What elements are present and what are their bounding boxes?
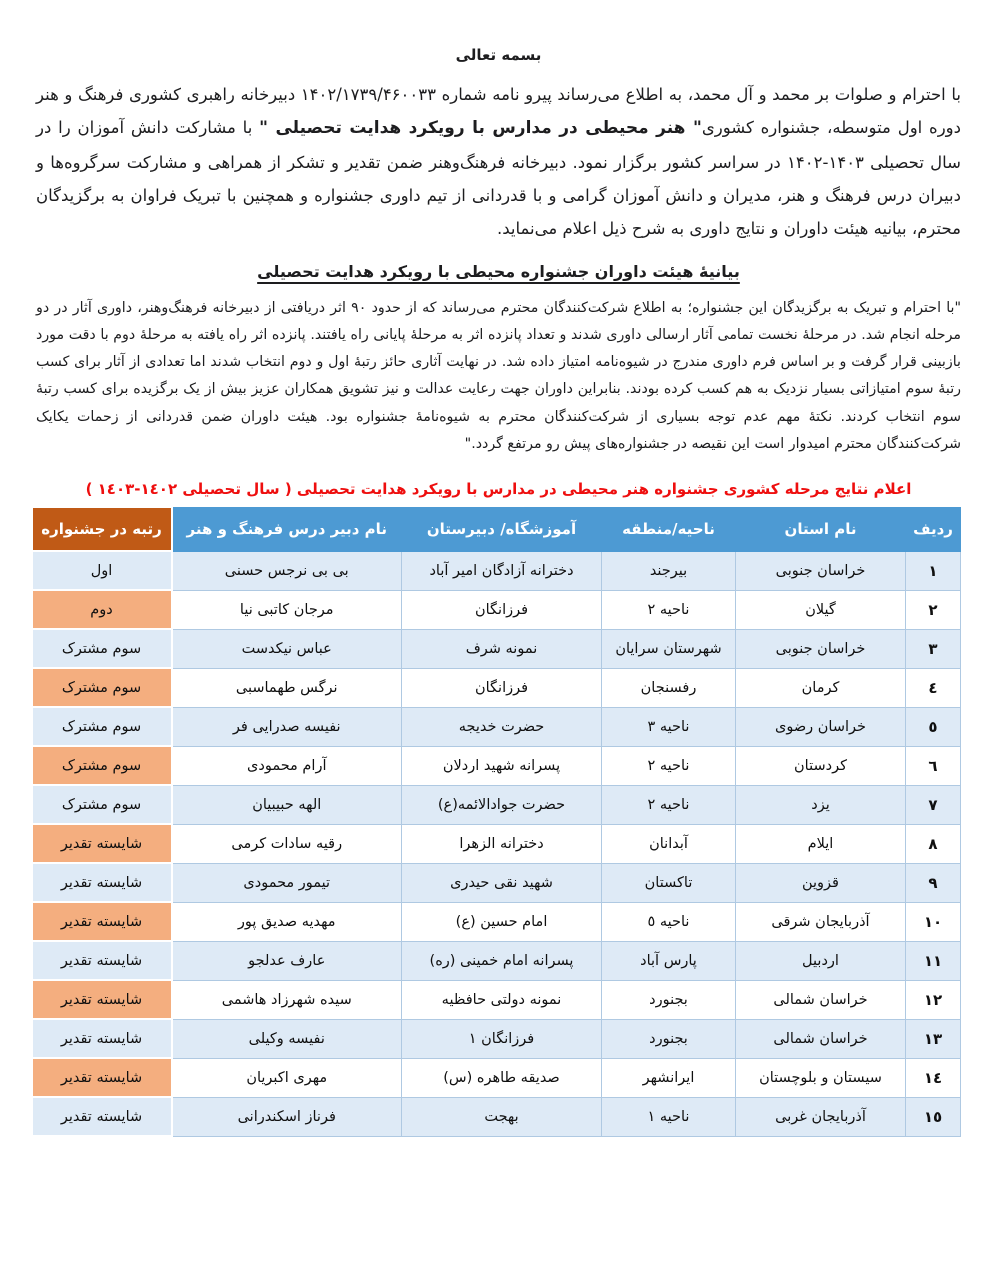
cell-row-number: ١٠ — [906, 902, 961, 941]
cell-row-number: ٥ — [906, 707, 961, 746]
table-row — [32, 1097, 961, 1136]
table-row — [32, 1019, 961, 1058]
cell-school: نمونه دولتی حافظیه — [402, 980, 602, 1019]
cell-rank: شایسته تقدیر — [32, 941, 172, 980]
cell-teacher: نفیسه صدرایی فر — [172, 707, 402, 746]
cell-row-number: ٨ — [906, 824, 961, 863]
cell-teacher: رقیه سادات کرمی — [172, 824, 402, 863]
cell-district: آبدانان — [602, 824, 736, 863]
table-row — [32, 707, 961, 746]
cell-province: اردبیل — [736, 941, 906, 980]
intro-text-pre: با احترام و صلوات بر محمد و آل محمد، به اطلاع می‌رساند پیرو نامه شماره ۱۴۰۲/۱۷۳۹/۴۶۰۰۳۳ دبیرخانه راهبری کشوری فرهنگ و هنر دوره اول متوسطه، جشنواره کشوری — [36, 85, 961, 138]
cell-province: خراسان شمالی — [736, 980, 906, 1019]
cell-rank: شایسته تقدیر — [32, 1097, 172, 1136]
cell-province: ایلام — [736, 824, 906, 863]
header-row-number: ردیف — [906, 507, 961, 551]
cell-teacher: مهری اکبریان — [172, 1058, 402, 1097]
header-rank: رتبه در جشنواره — [32, 507, 172, 551]
cell-teacher: نرگس طهماسبی — [172, 668, 402, 707]
cell-teacher: فرناز اسکندرانی — [172, 1097, 402, 1136]
cell-rank: اول — [32, 551, 172, 590]
cell-district: ناحیه ٢ — [602, 746, 736, 785]
cell-district: بجنورد — [602, 1019, 736, 1058]
cell-school: صدیقه طاهره (س) — [402, 1058, 602, 1097]
table-row — [32, 551, 961, 590]
cell-province: خراسان رضوی — [736, 707, 906, 746]
cell-school: فرزانگان — [402, 590, 602, 629]
cell-school: دخترانه آزادگان امیر آباد — [402, 551, 602, 590]
cell-district: ناحیه ٢ — [602, 590, 736, 629]
cell-province: یزد — [736, 785, 906, 824]
cell-rank: شایسته تقدیر — [32, 824, 172, 863]
cell-teacher: سیده شهرزاد هاشمی — [172, 980, 402, 1019]
cell-row-number: ١ — [906, 551, 961, 590]
cell-district: بجنورد — [602, 980, 736, 1019]
cell-row-number: ٢ — [906, 590, 961, 629]
cell-school: حضرت جوادالائمه(ع) — [402, 785, 602, 824]
cell-teacher: آرام محمودی — [172, 746, 402, 785]
table-row — [32, 902, 961, 941]
cell-school: امام حسین (ع) — [402, 902, 602, 941]
results-title: اعلام نتایج مرحله کشوری جشنواره هنر محیطی در مدارس با رویکرد هدایت تحصیلی ( سال تحصیلی ١٤٠٢-١٤٠٣ ) — [85, 480, 912, 499]
cell-province: کردستان — [736, 746, 906, 785]
cell-row-number: ٣ — [906, 629, 961, 668]
cell-school: بهجت — [402, 1097, 602, 1136]
cell-rank: دوم — [32, 590, 172, 629]
cell-teacher: عارف عدلجو — [172, 941, 402, 980]
cell-row-number: ٦ — [906, 746, 961, 785]
cell-teacher: الهه حبیبیان — [172, 785, 402, 824]
cell-rank: سوم مشترک — [32, 785, 172, 824]
cell-province: کرمان — [736, 668, 906, 707]
header-teacher: نام دبیر درس فرهنگ و هنر — [172, 507, 402, 551]
table-row — [32, 785, 961, 824]
cell-school: دخترانه الزهرا — [402, 824, 602, 863]
cell-row-number: ٩ — [906, 863, 961, 902]
cell-row-number: ١٤ — [906, 1058, 961, 1097]
cell-rank: سوم مشترک — [32, 707, 172, 746]
header-district: ناحیه/منطقه — [602, 507, 736, 551]
cell-district: بیرجند — [602, 551, 736, 590]
intro-text-post: با مشارکت دانش آموزان را در سال تحصیلی ۱۴۰۳-۱۴۰۲ در سراسر کشور برگزار نمود. دبیرخانه فرهنگ‌وهنر ضمن تقدیر و تشکر از همراهی و مشارکت سرگروه‌ها و دبیران درس فرهنگ و هنر، مدیران و دانش آموزان گرامی و با قدردانی از تیم داوری جشنواره و همچنین با تبریک فراوان به برگزیدگان محترم، بیانیه هیئت داوران و نتایج داوری به شرح ذیل اعلام می‌نماید. — [36, 118, 962, 239]
cell-row-number: ٧ — [906, 785, 961, 824]
cell-rank: شایسته تقدیر — [32, 1058, 172, 1097]
table-row — [32, 590, 961, 629]
cell-teacher: تیمور محمودی — [172, 863, 402, 902]
cell-school: پسرانه امام خمینی (ره) — [402, 941, 602, 980]
table-row — [32, 746, 961, 785]
cell-province: سیستان و بلوچستان — [736, 1058, 906, 1097]
table-row — [32, 629, 961, 668]
cell-district: شهرستان سرایان — [602, 629, 736, 668]
cell-school: حضرت خدیجه — [402, 707, 602, 746]
cell-province: آذربایجان شرقی — [736, 902, 906, 941]
cell-district: ناحیه ٢ — [602, 785, 736, 824]
basmala-heading: بسمه تعالی — [455, 46, 542, 64]
table-row — [32, 668, 961, 707]
cell-rank: شایسته تقدیر — [32, 863, 172, 902]
cell-row-number: ٤ — [906, 668, 961, 707]
header-school: آموزشگاه/ دبیرستان — [402, 507, 602, 551]
cell-school: نمونه شرف — [402, 629, 602, 668]
cell-row-number: ١٢ — [906, 980, 961, 1019]
cell-rank: شایسته تقدیر — [32, 1019, 172, 1058]
results-table — [31, 506, 962, 1137]
table-row — [32, 941, 961, 980]
cell-rank: شایسته تقدیر — [32, 902, 172, 941]
cell-district: ناحیه ٣ — [602, 707, 736, 746]
cell-province: خراسان جنوبی — [736, 551, 906, 590]
cell-province: آذربایجان غربی — [736, 1097, 906, 1136]
cell-province: قزوین — [736, 863, 906, 902]
table-row — [32, 1058, 961, 1097]
cell-district: رفسنجان — [602, 668, 736, 707]
cell-district: ایرانشهر — [602, 1058, 736, 1097]
festival-name-bold: " هنر محیطی در مدارس با رویکرد هدایت تحصیلی " — [259, 118, 702, 139]
cell-teacher: عباس نیکدست — [172, 629, 402, 668]
cell-province: گیلان — [736, 590, 906, 629]
cell-row-number: ١١ — [906, 941, 961, 980]
header-row — [32, 507, 961, 551]
cell-school: شهید نقی حیدری — [402, 863, 602, 902]
cell-teacher: بی بی نرجس حسنی — [172, 551, 402, 590]
cell-district: تاکستان — [602, 863, 736, 902]
cell-rank: شایسته تقدیر — [32, 980, 172, 1019]
cell-school: پسرانه شهید اردلان — [402, 746, 602, 785]
cell-school: فرزانگان ١ — [402, 1019, 602, 1058]
cell-district: پارس آباد — [602, 941, 736, 980]
cell-teacher: مرجان کاتبی نیا — [172, 590, 402, 629]
results-table-header — [32, 507, 961, 551]
header-province: نام استان — [736, 507, 906, 551]
cell-district: ناحیه ١ — [602, 1097, 736, 1136]
cell-row-number: ١٥ — [906, 1097, 961, 1136]
cell-teacher: نفیسه وکیلی — [172, 1019, 402, 1058]
cell-row-number: ١٣ — [906, 1019, 961, 1058]
table-row — [32, 824, 961, 863]
cell-province: خراسان شمالی — [736, 1019, 906, 1058]
jury-statement-body: "با احترام و تبریک به برگزیدگان این جشنواره؛ به اطلاع شرکت‌کنندگان محترم می‌رساند که از حدود ۹۰ اثر دریافتی از دبیرخانه فرهنگ‌وهنر، داوری آثار در دو مرحله انجام شد. در مرحلۀ نخست تمامی آثار ارسالی داوری شدند و تعداد پانزده اثر به مرحلۀ پایانی راه یافتند. پانزده اثر راه یافته به مرحلۀ دوم با دقت مورد بازبینی قرار گرفت و بر اساس فرم داوری مندرج در شیوه‌نامه امتیاز داده شد. در نهایت آثاری حائز رتبۀ اول و دوم انتخاب شدند اما تعدادی از آثار برای کسب رتبۀ سوم امتیازاتی بسیار نزدیک به هم کسب کرده بودند. بنابراین داوران جهت رعایت عدالت و نیز تشویق همکاران عزیز بیش از یک برگزیده برای کسب رتبۀ سوم انتخاب کردند. نکتۀ مهم عدم توجه بسیاری از شرکت‌کنندگان محترم به شیوه‌نامۀ جشنواره بود. هیئت داوران ضمن قدردانی از زحمات یکایک شرکت‌کنندگان محترم امیدوار است این نقیصه در جشنواره‌های پیش رو مرتفع گردد." — [36, 299, 962, 452]
intro-paragraph — [36, 78, 961, 246]
cell-rank: سوم مشترک — [32, 746, 172, 785]
cell-rank: سوم مشترک — [32, 668, 172, 707]
cell-province: خراسان جنوبی — [736, 629, 906, 668]
cell-rank: سوم مشترک — [32, 629, 172, 668]
cell-district: ناحیه ٥ — [602, 902, 736, 941]
cell-school: فرزانگان — [402, 668, 602, 707]
table-row — [32, 863, 961, 902]
results-table-body — [32, 551, 961, 1136]
cell-teacher: مهدیه صدیق پور — [172, 902, 402, 941]
table-row — [32, 980, 961, 1019]
jury-statement-heading: بیانیۀ هیئت داوران جشنواره محیطی با رویکرد هدایت تحصیلی — [257, 261, 740, 281]
